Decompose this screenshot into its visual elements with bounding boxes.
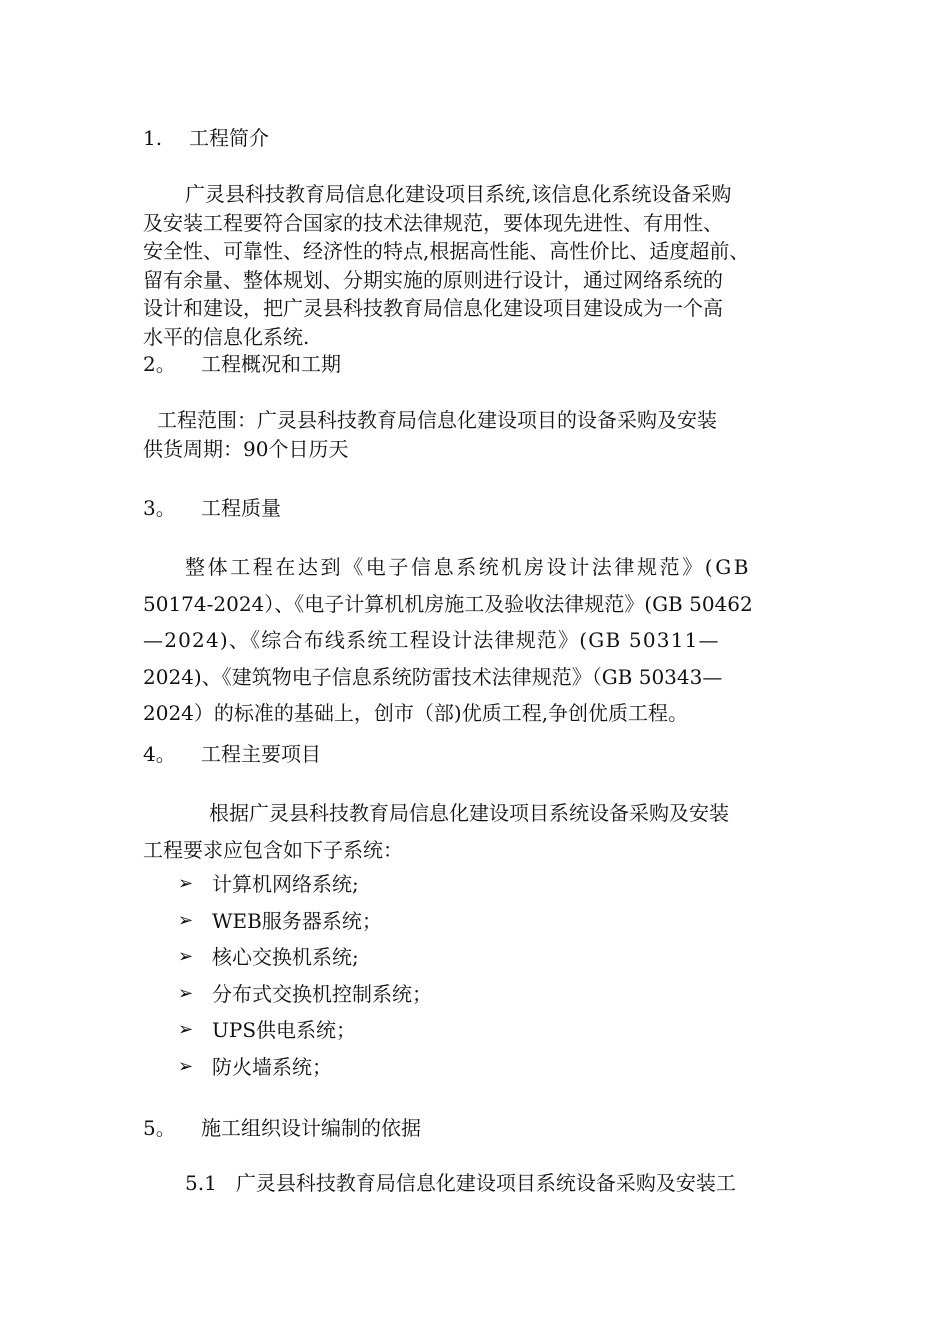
- list-item-text: 分布式交换机控制系统；: [212, 981, 432, 1006]
- list-item-text: 计算机网络系统;: [212, 872, 359, 896]
- paragraph-line: 5.1 广灵县科技教育局信息化建设项目系统设备采购及安装工: [185, 1171, 736, 1195]
- paragraph-line: 供货周期：90个日历天: [143, 436, 349, 461]
- section-5-title: 施工组织设计编制的依据: [201, 1116, 421, 1140]
- section-3-paragraph: [143, 549, 811, 732]
- section-2-heading: [143, 350, 341, 378]
- section-4-number: 4。: [143, 742, 176, 766]
- list-item-text: UPS供电系统；: [212, 1018, 357, 1042]
- list-item: [178, 943, 432, 980]
- paragraph-line: 及安装工程要符合国家的技术法律规范，要体现先进性、有用性、: [143, 210, 723, 235]
- paragraph-line: 根据广灵县科技教育局信息化建设项目系统设备采购及安装: [209, 801, 729, 825]
- section-2-title: 工程概况和工期: [201, 352, 341, 376]
- arrow-bullet-icon: ➢: [178, 1055, 194, 1077]
- list-item-text: WEB服务器系统；: [212, 908, 382, 933]
- section-5-paragraph: [143, 1169, 811, 1198]
- section-4-heading: [143, 740, 321, 768]
- section-1-heading: [143, 124, 269, 152]
- paragraph-line: 留有余量、整体规划、分期实施的原则进行设计，通过网络系统的: [143, 267, 723, 292]
- section-3-number: 3。: [143, 496, 176, 520]
- paragraph-line: 工程范围：广灵县科技教育局信息化建设项目的设备采购及安装: [157, 408, 717, 432]
- list-item: [178, 870, 432, 907]
- arrow-bullet-icon: ➢: [178, 946, 194, 967]
- section-2-number: 2。: [143, 352, 176, 376]
- list-item: [178, 1053, 432, 1090]
- list-item: [178, 980, 432, 1017]
- paragraph-line: 50174-2024）、《电子计算机机房施工及验收法律规范》(GB 50462: [143, 591, 753, 616]
- list-item: [178, 907, 432, 944]
- paragraph-line: 整体工程在达到《电子信息系统机房设计法律规范》(GB: [185, 555, 752, 579]
- arrow-bullet-icon: ➢: [178, 982, 194, 1004]
- section-3-heading: [143, 494, 281, 522]
- paragraph-line: 广灵县科技教育局信息化建设项目系统,该信息化系统设备采购: [185, 182, 732, 206]
- paragraph-line: 设计和建设，把广灵县科技教育局信息化建设项目建设成为一个高: [143, 296, 723, 320]
- list-item-text: 防火墙系统；: [212, 1054, 332, 1079]
- section-1-number: 1.: [143, 126, 163, 150]
- section-4-title: 工程主要项目: [201, 742, 321, 766]
- section-5-heading: [143, 1114, 421, 1142]
- section-1-title: 工程简介: [189, 126, 269, 150]
- section-3-title: 工程质量: [201, 496, 281, 520]
- section-5-number: 5。: [143, 1116, 176, 1140]
- paragraph-line: 水平的信息化系统.: [143, 324, 310, 349]
- list-item-text: 核心交换机系统;: [212, 945, 359, 969]
- paragraph-line: 工程要求应包含如下子系统：: [143, 838, 403, 862]
- list-item: [178, 1016, 432, 1053]
- paragraph-line: —2024)、《综合布线系统工程设计法律规范》(GB 50311—: [143, 628, 720, 652]
- section-1-paragraph: [143, 180, 811, 351]
- section-2-paragraph: [143, 406, 811, 463]
- arrow-bullet-icon: ➢: [178, 1019, 194, 1040]
- arrow-bullet-icon: ➢: [178, 909, 194, 931]
- paragraph-line: 安全性、可靠性、经济性的特点,根据高性能、高性价比、适度超前、: [143, 239, 750, 263]
- arrow-bullet-icon: ➢: [178, 873, 194, 894]
- paragraph-line: 2024）的标准的基础上，创市（部)优质工程,争创优质工程。: [143, 701, 689, 725]
- paragraph-line: 2024)、《建筑物电子信息系统防雷技术法律规范》（GB 50343—: [143, 664, 723, 689]
- section-4-paragraph: [143, 795, 811, 869]
- subsystem-list: [178, 870, 432, 1089]
